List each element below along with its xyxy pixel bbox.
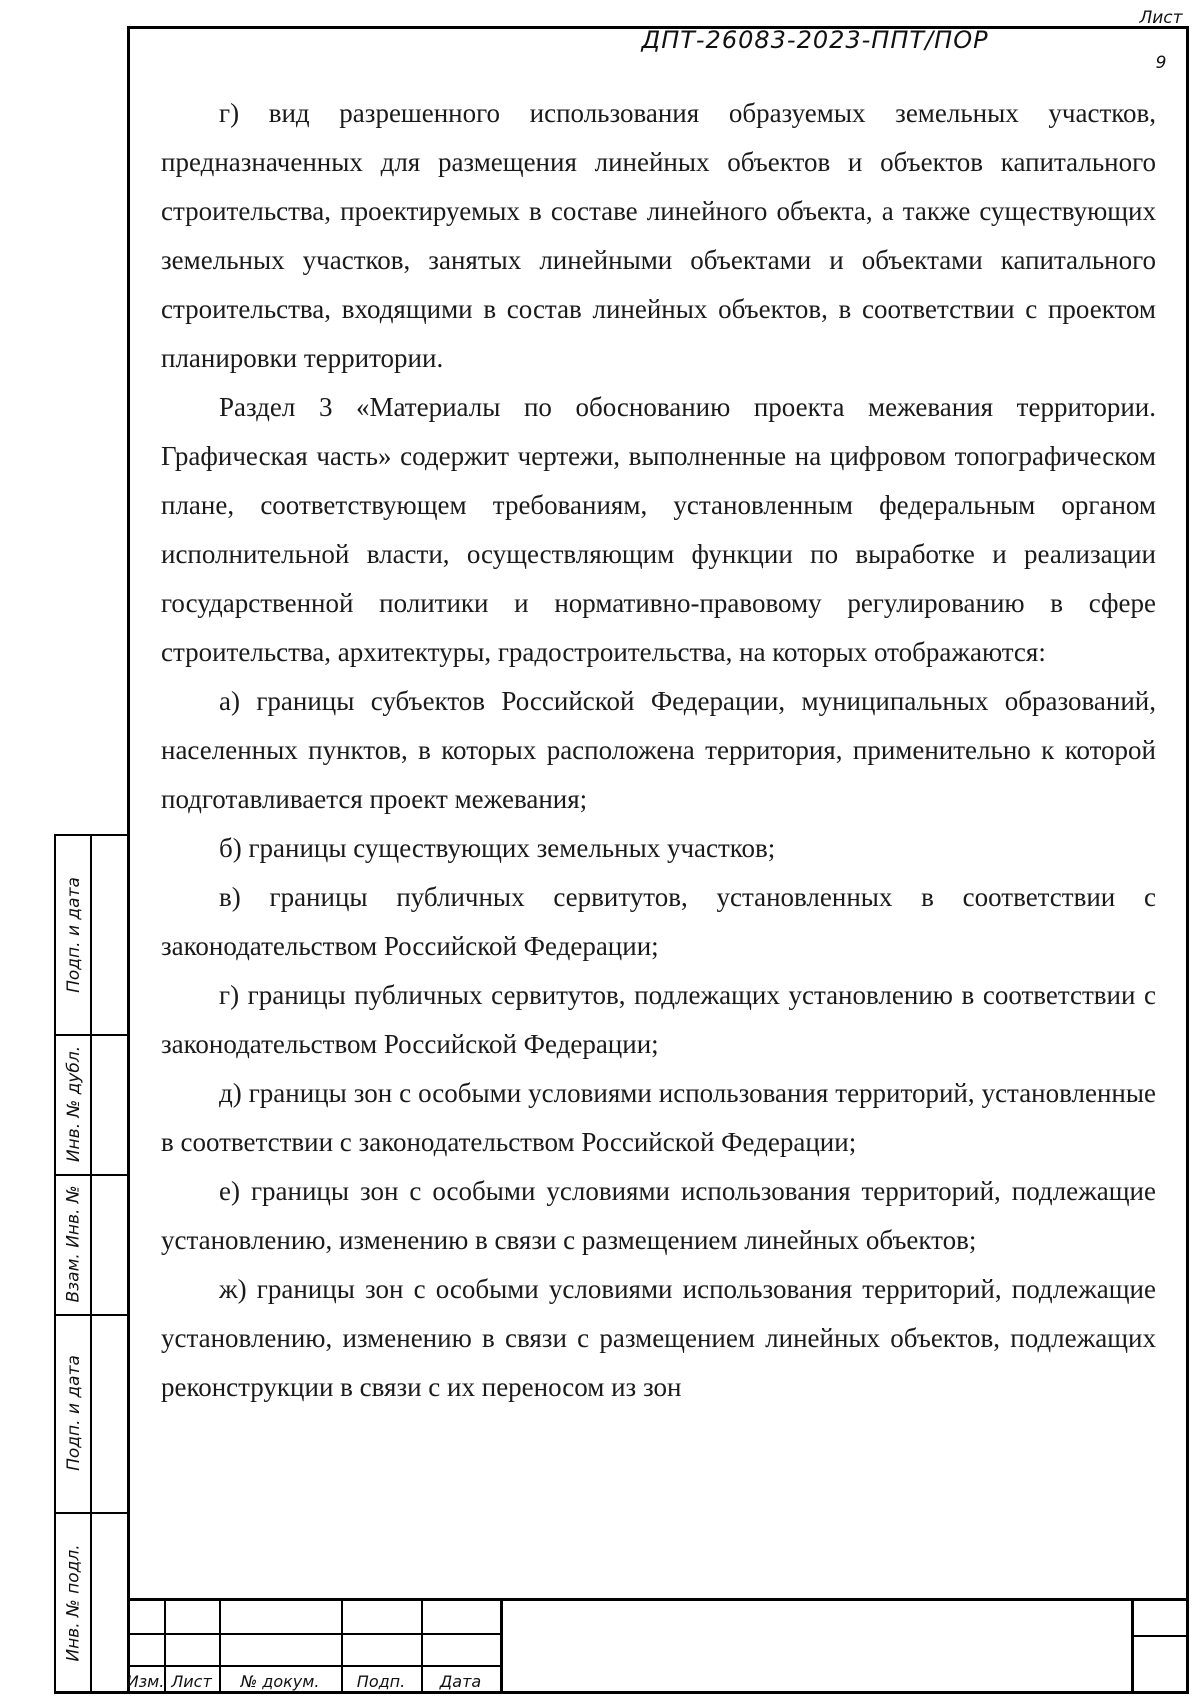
col-izm-header: Изм.: [126, 1671, 165, 1691]
paragraph: Раздел 3 «Материалы по обоснованию проекта межевания территории. Графическая часть» содержит чертежи, выполненные на цифровом топографическом плане, соответствующем требованиям, установленным федеральным органом исполнительной власти, осуществляющим функции по выработке и реализации государственной политики и нормативно-правовому регулированию в сфере строительства, архитектуры, градостроительства, на которых отображаются:: [161, 392, 1156, 667]
side-stamp-cell: [56, 836, 92, 1034]
document-code: ДПТ-26083-2023-ППТ/ПОР: [641, 26, 989, 54]
inv-podl-label: Инв. № подл.: [64, 1544, 85, 1662]
title-block: [127, 1598, 1189, 1694]
col-list-header: Лист: [171, 1671, 212, 1691]
title-block-col-line: [500, 1601, 503, 1694]
sheet-label: Лист: [1139, 8, 1183, 28]
paragraph: г) границы публичных сервитутов, подлежащих установлению в соответствии с законодательством Российской Федерации;: [161, 980, 1156, 1059]
title-block-col-line: [1131, 1601, 1134, 1694]
side-stamp-cell: [56, 1512, 92, 1694]
paragraph: в) границы публичных сервитутов, установленных в соответствии с законодательством Российской Федерации;: [161, 882, 1156, 961]
title-block-row-line: [1131, 1635, 1189, 1637]
document-body: [161, 89, 1156, 1412]
col-data-header: Дата: [439, 1671, 482, 1691]
paragraph: б) границы существующих земельных участков;: [219, 833, 776, 863]
podp-data-label: Подп. и дата: [64, 877, 84, 993]
side-stamp-cell: [56, 1314, 92, 1512]
col-dokum-header: № докум.: [240, 1671, 320, 1691]
sheet-number: 9: [1155, 53, 1167, 73]
podp-data-label: Подп. и дата: [64, 1355, 84, 1471]
paragraph: е) границы зон с особыми условиями использования территорий, подлежащие установлению, изменению в связи с размещением линейных объектов;: [161, 1176, 1156, 1255]
paragraph: а) границы субъектов Российской Федерации, муниципальных образований, населенных пунктов, в которых расположена территория, применительно к которой подготавливается проект межевания;: [161, 686, 1156, 814]
side-stamp: [54, 834, 127, 1694]
col-podp-header: Подп.: [356, 1671, 406, 1691]
title-block-row-line: [127, 1633, 500, 1635]
paragraph: г) вид разрешенного использования образуемых земельных участков, предназначенных для размещения линейных объектов и объектов капитального строительства, проектируемых в составе линейного объекта, а также существующих земельных участков, занятых линейными объектами и объектами капитального строительства, входящими в состав линейных объектов, в соответствии с проектом планировки территории.: [161, 98, 1156, 373]
side-stamp-cell: [56, 1174, 92, 1314]
inv-dubl-label: Инв. № дубл.: [64, 1045, 84, 1163]
paragraph: д) границы зон с особыми условиями использования территорий, установленные в соответствии с законодательством Российской Федерации;: [161, 1078, 1156, 1157]
side-stamp-cell: [56, 1034, 92, 1174]
paragraph: ж) границы зон с особыми условиями использования территорий, подлежащие установлению, изменению в связи с размещением линейных объектов, подлежащих реконструкции в связи с их переносом из зон: [161, 1274, 1156, 1402]
vzam-inv-label: Взам. Инв. №: [64, 1185, 84, 1303]
